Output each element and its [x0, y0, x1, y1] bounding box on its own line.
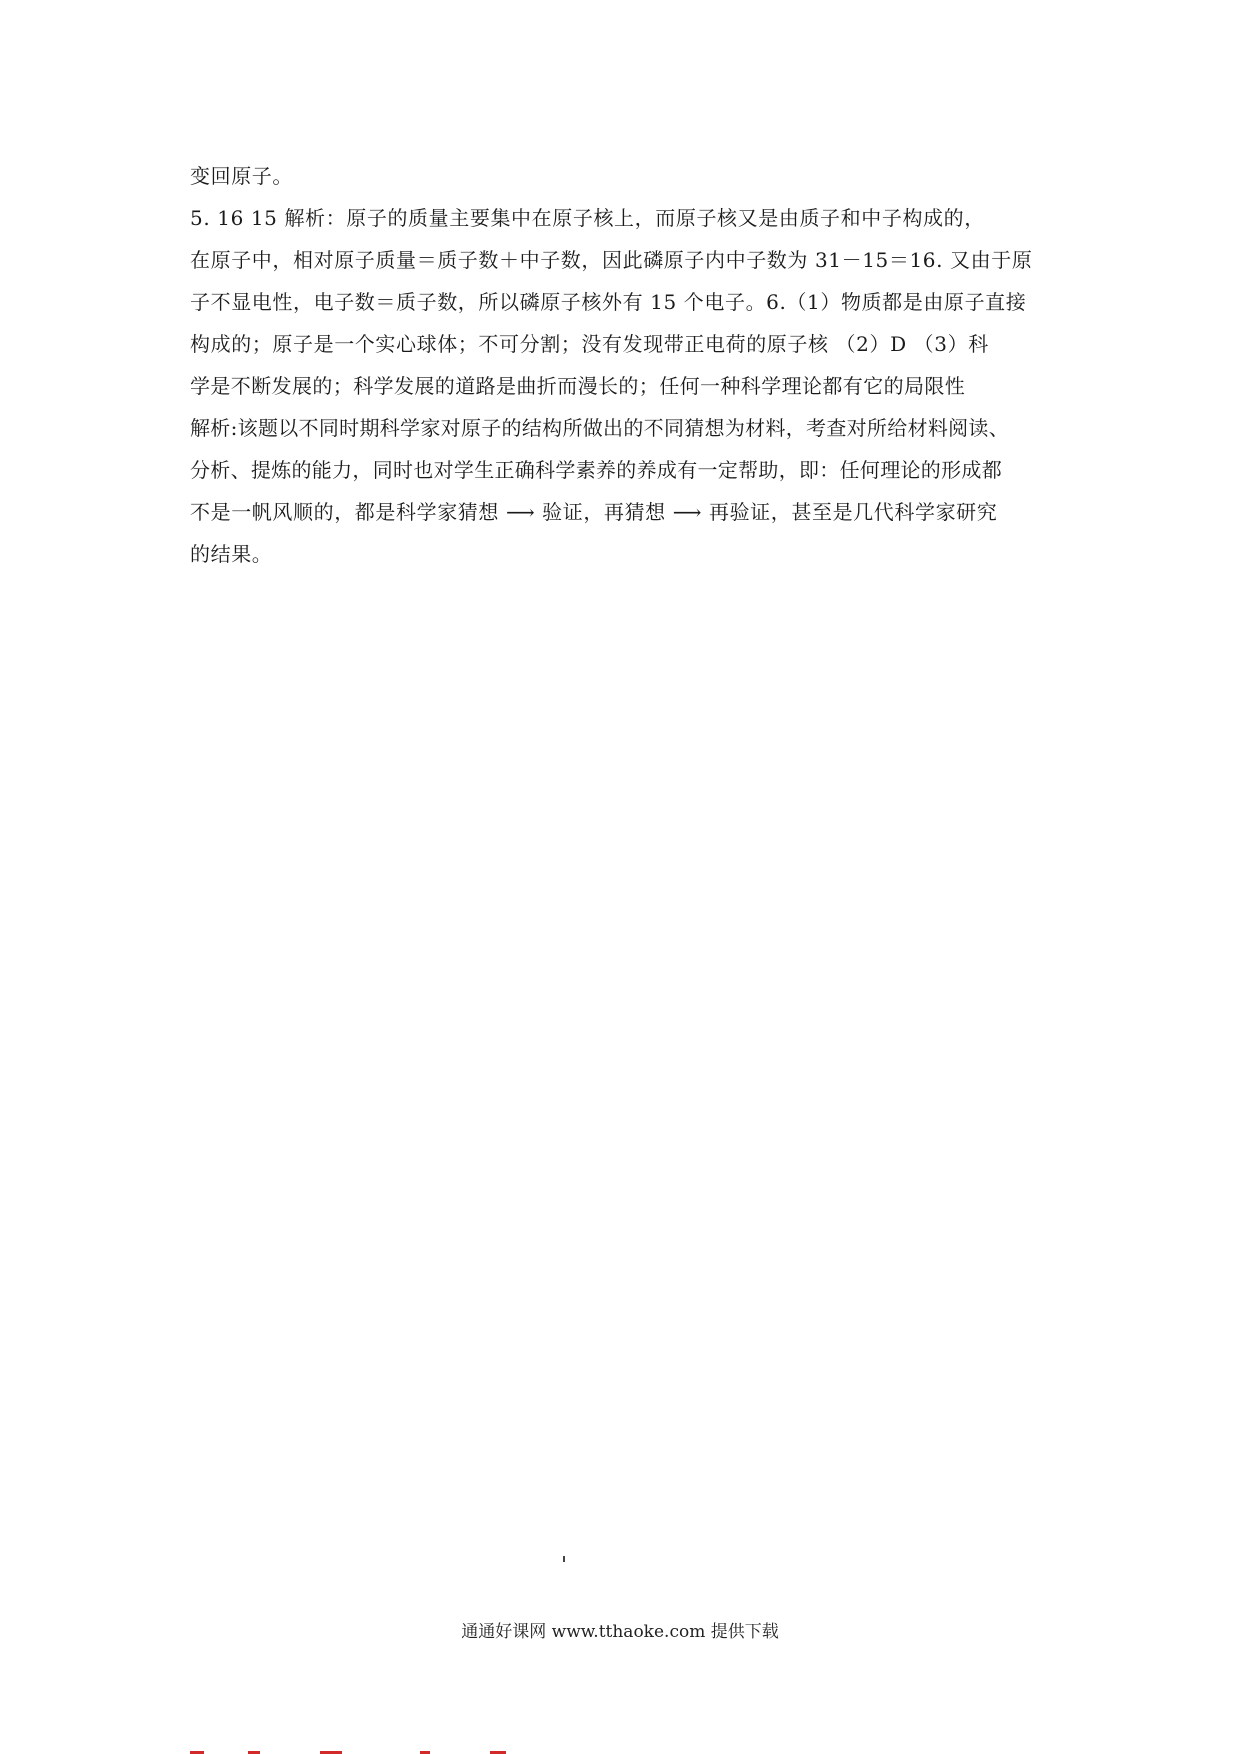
text-line: 学是不断发展的；科学发展的道路是曲折而漫长的；任何一种科学理论都有它的局限性 [190, 374, 966, 398]
stray-mark [563, 1556, 565, 1562]
text-line: 在原子中，相对原子质量＝质子数＋中子数，因此磷原子内中子数为 31－15＝16. 又由于原 [190, 248, 1033, 272]
text-line: 5. 16 15 解析：原子的质量主要集中在原子核上，而原子核又是由质子和中子构成的， [190, 206, 985, 230]
text-line: 变回原子。 [190, 164, 293, 188]
answer-text-block [190, 155, 1070, 575]
text-line: 不是一帆风顺的，都是科学家猜想 ⟶ 验证，再猜想 ⟶ 再验证，甚至是几代科学家研究 [190, 500, 998, 524]
red-marks-decoration [190, 1745, 570, 1754]
text-line: 的结果。 [190, 542, 273, 566]
text-line: 构成的；原子是一个实心球体；不可分割；没有发现带正电荷的原子核 （2）D （3）科 [190, 332, 989, 356]
page-footer: 通通好课网 www.tthaoke.com 提供下载 [461, 1622, 779, 1642]
text-line: 分析、提炼的能力，同时也对学生正确科学素养的养成有一定帮助，即：任何理论的形成都 [190, 458, 1002, 482]
text-line: 解析:该题以不同时期科学家对原子的结构所做出的不同猜想为材料，考查对所给材料阅读、 [190, 416, 1010, 440]
text-line: 子不显电性，电子数＝质子数，所以磷原子核外有 15 个电子。6.（1）物质都是由原子直接 [190, 290, 1027, 314]
